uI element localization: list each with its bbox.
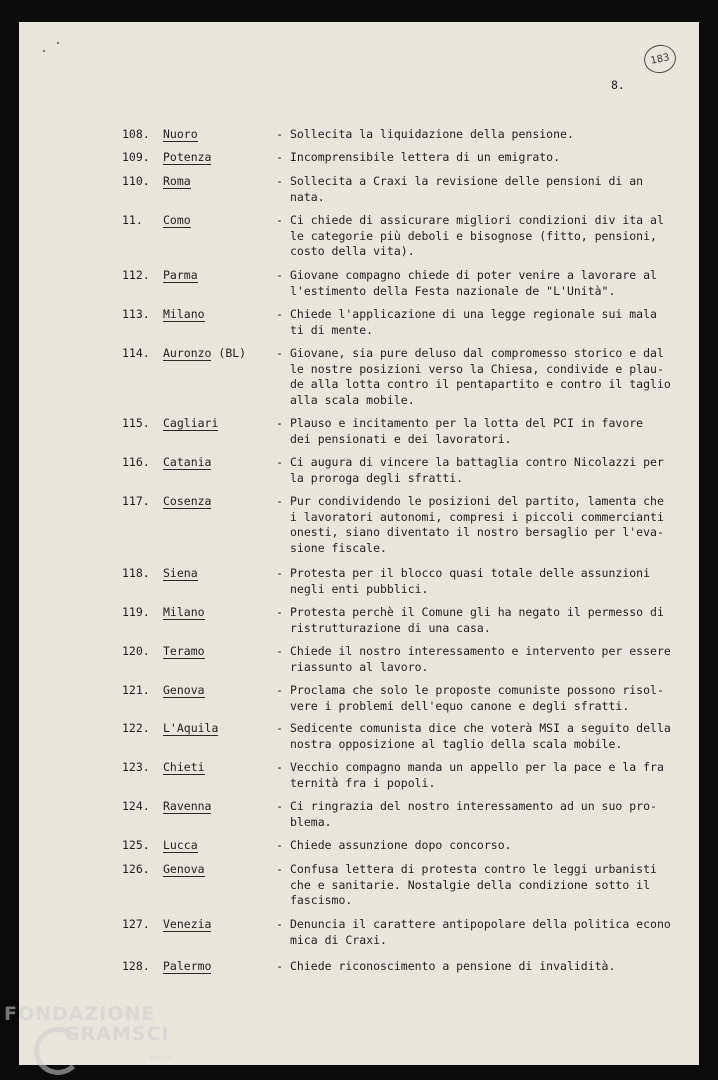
entry-description-line: nostra opposizione al taglio della scala mobile. <box>290 736 623 751</box>
entry-city <box>163 566 198 582</box>
entry-city <box>163 416 218 432</box>
entry-city <box>163 644 205 660</box>
watermark-line1: FONDAZIONE <box>4 1003 156 1025</box>
entry-number: 125. <box>122 838 150 852</box>
entry-description <box>290 917 670 948</box>
entry-description-line: l'estimento della Festa nazionale de "L'Unità". <box>290 283 616 298</box>
entry-dash: - <box>276 307 283 321</box>
entry-dash: - <box>276 838 283 852</box>
entry-description-line: negli enti pubblici. <box>290 581 429 596</box>
entry-description-line: Giovane, sia pure deluso dal compromesso storico e dal <box>290 346 664 360</box>
entry-city <box>163 455 211 471</box>
entry-number: 122. <box>122 721 150 735</box>
entry-city-name: Milano <box>163 605 205 619</box>
entry-description-line: che e sanitarie. Nostalgie della condizione sotto il <box>290 877 651 892</box>
entry-number: 119. <box>122 605 150 619</box>
entry-description <box>290 838 670 854</box>
entry-number: 114. <box>122 346 150 360</box>
entry-city <box>163 127 198 143</box>
entry-city-name: Cosenza <box>163 494 212 508</box>
entry-number: 128. <box>122 959 150 973</box>
entry-description-line: Confusa lettera di protesta contro le leggi urbanisti <box>290 862 657 876</box>
entry-city-name: Potenza <box>163 150 212 164</box>
entry-number: 126. <box>122 862 150 876</box>
entry-description <box>290 213 670 260</box>
entry-description-line: ternità fra i popoli. <box>290 775 436 790</box>
entry-description-line: ti di mente. <box>290 322 374 337</box>
entry-number: 127. <box>122 917 150 931</box>
entry-description-line: fascismo. <box>290 893 353 908</box>
entry-number: 11. <box>122 213 143 227</box>
entry-number: 118. <box>122 566 150 580</box>
entry-city <box>163 174 191 190</box>
entry-city-name: Venezia <box>163 917 212 931</box>
entry-number: 117. <box>122 494 150 508</box>
entry-description-line: alla scala mobile. <box>290 393 415 408</box>
entry-city <box>163 917 211 933</box>
entry-description <box>290 127 670 143</box>
entry-dash: - <box>276 455 283 469</box>
entry-dash: - <box>276 150 283 164</box>
entry-number: 113. <box>122 307 150 321</box>
entry-description-line: Incomprensibile lettera di un emigrato. <box>290 150 561 164</box>
entry-description-line: onesti, siano diventato il nostro bersaglio per l'eva- <box>290 525 664 540</box>
entry-number: 116. <box>122 455 150 469</box>
entry-description-line: Ci chiede di assicurare migliori condizioni div ita al <box>290 213 664 227</box>
entry-city <box>163 721 218 737</box>
entry-description <box>290 174 670 205</box>
entry-description <box>290 760 670 791</box>
entry-city-name: Genova <box>163 683 205 697</box>
entry-dash: - <box>276 862 283 876</box>
entry-number: 120. <box>122 644 150 658</box>
entry-description-line: ristrutturazione di una casa. <box>290 620 491 635</box>
entry-description-line: mica di Craxi. <box>290 932 387 947</box>
entry-dash: - <box>276 683 283 697</box>
entry-city-name: Genova <box>163 862 205 876</box>
entry-city <box>163 683 205 699</box>
entry-dash: - <box>276 213 283 227</box>
entry-dash: - <box>276 917 283 931</box>
entry-city <box>163 213 191 229</box>
entry-city <box>163 959 211 975</box>
entry-city-name: Roma <box>163 174 191 188</box>
entry-description-line: Chiede il nostro interessamento e intervento per essere <box>290 644 671 658</box>
entry-description <box>290 494 670 557</box>
entry-description-line: nata. <box>290 189 325 204</box>
page-number: 8. <box>611 78 625 92</box>
entry-description <box>290 150 670 166</box>
entry-dash: - <box>276 721 283 735</box>
entry-dash: - <box>276 959 283 973</box>
entry-dash: - <box>276 346 283 360</box>
entry-city-name: Como <box>163 213 191 227</box>
entry-number: 110. <box>122 174 150 188</box>
entry-dash: - <box>276 494 283 508</box>
entry-dash: - <box>276 760 283 774</box>
entry-description <box>290 683 670 714</box>
entry-city-name: Catania <box>163 455 212 469</box>
entry-city <box>163 862 205 878</box>
ink-speck <box>57 42 59 44</box>
entry-city-name: Lucca <box>163 838 198 852</box>
entry-description-line: Chiede l'applicazione di una legge regionale sui mala <box>290 307 657 321</box>
entry-description <box>290 307 670 338</box>
ink-speck <box>43 50 45 52</box>
entry-city <box>163 494 211 510</box>
entry-description-line: Ci ringrazia del nostro interessamento ad un suo pro- <box>290 799 657 813</box>
entry-city-name: L'Aquila <box>163 721 219 735</box>
entry-description <box>290 268 670 299</box>
entry-description-line: Giovane compagno chiede di poter venire a lavorare al <box>290 268 657 282</box>
watermark-line3: onlus <box>150 1053 172 1062</box>
logo-mark-icon <box>34 1027 82 1075</box>
entry-description-line: Protesta perchè il Comune gli ha negato il permesso di <box>290 605 664 619</box>
entry-city <box>163 307 205 323</box>
entry-city-name: Cagliari <box>163 416 219 430</box>
entry-description-line: Chiede assunzione dopo concorso. <box>290 838 512 852</box>
entry-city-name: Nuoro <box>163 127 198 141</box>
entry-description-line: le nostre posizioni verso la Chiesa, condivide e plau- <box>290 361 664 376</box>
entry-description-line: Sollecita la liquidazione della pensione. <box>290 127 574 141</box>
entry-description <box>290 799 670 830</box>
entry-number: 115. <box>122 416 150 430</box>
watermark-logo <box>4 1003 172 1062</box>
entry-city <box>163 605 205 621</box>
entry-city-extra: (BL) <box>211 346 247 360</box>
entry-description-line: Chiede riconoscimento a pensione di invalidità. <box>290 959 616 973</box>
entry-number: 108. <box>122 127 150 141</box>
entry-description-line: Protesta per il blocco quasi totale delle assunzioni <box>290 566 651 580</box>
entry-description-line: sione fiscale. <box>290 541 387 556</box>
entry-city <box>163 150 211 166</box>
entry-dash: - <box>276 127 283 141</box>
entry-description-line: Pur condividendo le posizioni del partito, lamenta che <box>290 494 664 508</box>
entry-description <box>290 644 670 675</box>
entry-city-name: Auronzo <box>163 346 212 360</box>
entry-city <box>163 760 205 776</box>
entry-city-name: Milano <box>163 307 205 321</box>
entry-city-name: Ravenna <box>163 799 212 813</box>
entry-dash: - <box>276 268 283 282</box>
entry-city-name: Chieti <box>163 760 205 774</box>
entry-description-line: vere i problemi dell'equo canone e degli sfratti. <box>290 698 630 713</box>
entry-description-line: dei pensionati e dei lavoratori. <box>290 431 512 446</box>
entry-description-line: blema. <box>290 814 332 829</box>
entry-dash: - <box>276 605 283 619</box>
entry-dash: - <box>276 566 283 580</box>
entry-description <box>290 721 670 752</box>
entry-description-line: Denuncia il carattere antipopolare della politica econo <box>290 917 671 931</box>
entry-description-line: Plauso e incitamento per la lotta del PCI in favore <box>290 416 644 430</box>
entry-description-line: Sollecita a Craxi la revisione delle pensioni di an <box>290 174 644 188</box>
entry-description <box>290 455 670 486</box>
entry-dash: - <box>276 416 283 430</box>
entry-city-name: Siena <box>163 566 198 580</box>
entry-city <box>163 838 198 854</box>
entry-description <box>290 605 670 636</box>
entry-description-line: le categorie più deboli e bisognose (fitto, pensioni, <box>290 228 657 243</box>
entry-number: 124. <box>122 799 150 813</box>
entry-description <box>290 566 670 597</box>
entry-description <box>290 862 670 909</box>
entry-description-line: riassunto al lavoro. <box>290 659 429 674</box>
entry-city-name: Teramo <box>163 644 205 658</box>
entry-description-line: Ci augura di vincere la battaglia contro Nicolazzi per <box>290 455 664 469</box>
entry-city <box>163 799 211 815</box>
entry-number: 123. <box>122 760 150 774</box>
entry-description-line: Vecchio compagno manda un appello per la pace e la fra <box>290 760 664 774</box>
entry-description-line: de alla lotta contro il pentapartito e contro il taglio <box>290 377 671 392</box>
entry-description <box>290 959 670 975</box>
entry-city-name: Palermo <box>163 959 212 973</box>
entry-number: 112. <box>122 268 150 282</box>
archive-stamp: 183 <box>641 42 678 76</box>
watermark-line2: GRAMSCI <box>64 1023 170 1045</box>
entry-description-line: i lavoratori autonomi, compresi i piccoli commercianti <box>290 509 664 524</box>
entry-number: 109. <box>122 150 150 164</box>
entry-description-line: la proroga degli sfratti. <box>290 470 464 485</box>
entry-dash: - <box>276 799 283 813</box>
entry-city <box>163 346 246 362</box>
entry-city-name: Parma <box>163 268 198 282</box>
entry-dash: - <box>276 174 283 188</box>
entry-city <box>163 268 198 284</box>
entry-description-line: Sedicente comunista dice che voterà MSI a seguito della <box>290 721 671 735</box>
entry-description <box>290 346 670 409</box>
entry-description-line: Proclama che solo le proposte comuniste possono risol- <box>290 683 664 697</box>
entry-description-line: costo della vita). <box>290 244 415 259</box>
entry-description <box>290 416 670 447</box>
entry-dash: - <box>276 644 283 658</box>
entry-number: 121. <box>122 683 150 697</box>
